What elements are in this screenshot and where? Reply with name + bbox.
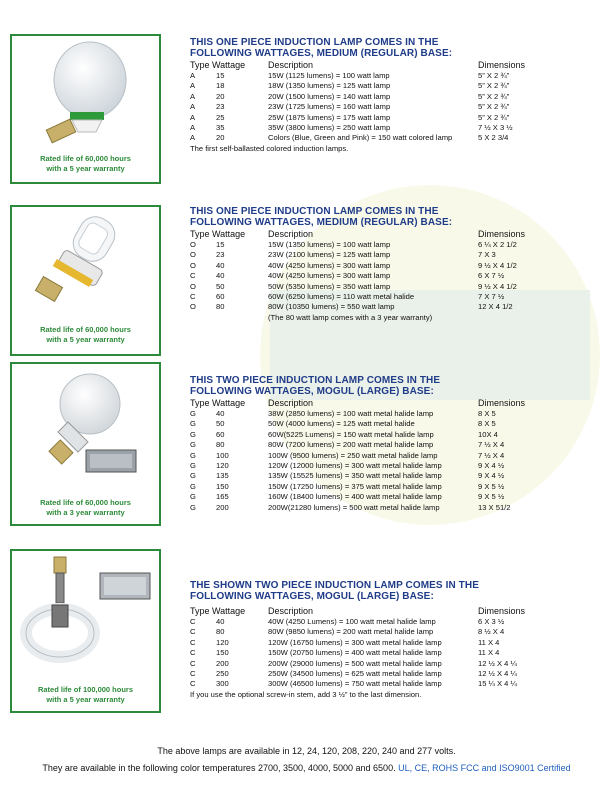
row-dimensions: 9 ½ X 4 1/2 [478, 281, 517, 291]
row-description: 15W (1125 lumens) = 100 watt lamp [268, 71, 390, 80]
row-description: 80W (7200 lumens) = 200 watt metal halide lamp [268, 440, 434, 450]
row-wattage: 15 [216, 240, 225, 249]
row-wattage: 165 [216, 492, 229, 502]
row-type: C [190, 679, 196, 689]
row-dimensions: 8 ½ X 4 [478, 627, 505, 637]
row-type: G [190, 440, 196, 450]
color-temperature-line [0, 760, 613, 777]
heading-line-1: THIS ONE PIECE INDUCTION LAMP COMES IN THE [190, 206, 439, 217]
row-wattage: 300 [216, 679, 229, 689]
globe-induction-lamp-icon [12, 36, 159, 144]
row-wattage: 40 [216, 617, 225, 626]
row-wattage: 15 [216, 71, 225, 80]
row-dimensions: 9 ½ X 4 1/2 [478, 260, 517, 270]
certifications-text: UL, CE, ROHS FCC and ISO9001 Certified [398, 763, 571, 773]
row-type: A [190, 102, 196, 112]
row-wattage: 50 [216, 419, 225, 429]
table-row [190, 461, 610, 471]
row-description: 250W (34500 lumens) = 625 watt metal halide lamp [268, 668, 442, 678]
row-type: A [190, 133, 196, 143]
row-wattage: 60 [216, 429, 225, 439]
row-wattage: 135 [216, 471, 229, 481]
table-rows [190, 617, 610, 690]
row-dimensions: 5” X 2 ¾” [478, 71, 510, 80]
row-wattage: 80 [216, 627, 225, 637]
warranty-caption: with a 3 year warranty [46, 508, 125, 517]
row-description: 200W(21280 lumens) = 500 watt metal halide lamp [268, 502, 440, 512]
col-dimensions: Dimensions [478, 398, 526, 408]
table-row [190, 81, 610, 91]
row-wattage: 120 [216, 460, 229, 470]
col-type: Type [190, 60, 210, 70]
row-wattage: 20 [216, 133, 225, 143]
row-type: G [190, 429, 196, 439]
wattage-table [190, 229, 610, 323]
row-dimensions: 5” X 2 ¾” [478, 91, 510, 101]
table-row [190, 123, 610, 133]
row-type: A [190, 112, 196, 122]
warranty-caption: with a 5 year warranty [46, 164, 125, 173]
product-photo-frame [10, 34, 161, 184]
row-description: 60W(5225 Lumens) = 150 watt metal halide lamp [268, 429, 434, 439]
row-type: C [190, 271, 196, 281]
table-row [190, 261, 610, 271]
warranty-caption: with a 5 year warranty [46, 695, 125, 704]
row-dimensions: 15 ¼ X 4 ¼ [478, 679, 517, 689]
row-description: 18W (1350 lumens) = 125 watt lamp [268, 81, 391, 91]
row-dimensions: 7 X 7 ½ [478, 291, 505, 301]
rated-life-caption: Rated life of 100,000 hours [37, 685, 134, 694]
table-row [190, 679, 610, 689]
table-row [190, 482, 610, 492]
col-description: Description [268, 60, 314, 70]
row-description: 80W (9850 lumens) = 200 watt metal halide lamp [268, 627, 434, 637]
col-description: Description [268, 398, 314, 408]
table-header [190, 606, 610, 617]
row-wattage: 120 [216, 637, 229, 647]
row-description: 120W (16750 lumens) = 300 watt metal halide lamp [268, 637, 442, 647]
wattage-table [190, 398, 610, 513]
row-dimensions: 12 X 4 1/2 [478, 302, 513, 312]
row-dimensions: 5 X 2 3/4 [478, 133, 509, 143]
col-type: Type [190, 398, 210, 408]
row-type: A [190, 91, 196, 101]
row-dimensions: 5” X 2 ¾” [478, 112, 510, 122]
heading-line-2: FOLLOWING WATTAGES, MEDIUM (REGULAR) BASE: [190, 217, 453, 228]
row-dimensions: 8 X 5 [478, 409, 496, 418]
row-type: C [190, 668, 196, 678]
section-heading [190, 37, 610, 59]
table-row [190, 92, 610, 102]
row-description: 38W (2850 lumens) = 100 watt metal halide lamp [268, 409, 434, 418]
row-dimensions: 13 X 51/2 [478, 502, 511, 512]
row-dimensions: 7 ½ X 3 ½ [478, 122, 513, 132]
col-wattage: Wattage [212, 229, 246, 239]
row-type: C [190, 658, 196, 668]
section-heading [190, 375, 610, 397]
row-wattage: 20 [216, 91, 225, 101]
row-type: G [190, 460, 196, 470]
row-dimensions: 9 X 5 ½ [478, 492, 505, 502]
table-rows [190, 409, 610, 513]
open-tube-induction-lamp-icon [12, 207, 159, 319]
table-row [190, 102, 610, 112]
product-photo-frame [10, 549, 161, 713]
row-description: Colors (Blue, Green and Pink) = 150 watt colored lamp [268, 133, 453, 143]
row-wattage: 35 [216, 122, 225, 132]
row-dimensions: 12 ½ X 4 ¼ [478, 658, 517, 668]
row-description: 50W (4000 lumens) = 125 watt metal halide [268, 419, 415, 429]
table-row [190, 430, 610, 440]
row-dimensions: 7 ½ X 4 [478, 450, 505, 460]
table-row [190, 503, 610, 513]
row-description: 40W (4250 lumens) = 300 watt lamp [268, 260, 391, 270]
row-description: 23W (2100 lumens) = 125 watt lamp [268, 250, 391, 260]
row-type: A [190, 81, 196, 91]
heading-line-2: FOLLOWING WATTAGES, MEDIUM (REGULAR) BASE: [190, 48, 453, 59]
section-heading [190, 580, 610, 602]
row-wattage: 60 [216, 291, 225, 301]
wattage-table [190, 60, 610, 154]
row-dimensions: 11 X 4 [478, 648, 500, 658]
row-description: 120W (12000 lumens) = 300 watt metal halide lamp [268, 460, 442, 470]
rated-life-caption: Rated life of 60,000 hours [40, 154, 131, 163]
row-type: O [190, 240, 196, 249]
row-dimensions: 9 X 5 ½ [478, 481, 505, 491]
table-row [190, 292, 610, 302]
row-wattage: 200 [216, 658, 229, 668]
row-description: 23W (1725 lumens) = 160 watt lamp [268, 102, 391, 112]
table-header [190, 398, 610, 409]
row-description: 20W (1500 lumens) = 140 watt lamp [268, 91, 391, 101]
voltage-line: The above lamps are available in 12, 24, 120, 208, 220, 240 and 277 volts. [157, 746, 456, 756]
table-row [190, 113, 610, 123]
row-wattage: 40 [216, 260, 225, 270]
table-row [190, 271, 610, 281]
row-type: G [190, 481, 196, 491]
table-row [190, 617, 610, 627]
table-row [190, 638, 610, 648]
row-type: G [190, 502, 196, 512]
row-description: 150W (17250 lumens) = 375 watt metal halide lamp [268, 481, 442, 491]
table-row [190, 492, 610, 502]
heading-line-2: FOLLOWING WATTAGES, MOGUL (LARGE) BASE: [190, 386, 434, 397]
row-dimensions: 9 X 4 ½ [478, 460, 505, 470]
row-wattage: 18 [216, 81, 225, 91]
table-row [190, 451, 610, 461]
row-type: C [190, 648, 196, 658]
table-note: If you use the optional screw-in stem, add 3 ½” to the last dimension. [190, 689, 422, 699]
col-description: Description [268, 606, 314, 616]
table-row [190, 419, 610, 429]
row-dimensions: 7 X 3 [478, 250, 496, 260]
row-wattage: 100 [216, 450, 229, 460]
bulb-with-ballast-icon [12, 364, 159, 489]
col-dimensions: Dimensions [478, 229, 526, 239]
row-dimensions: 11 X 4 [478, 637, 500, 647]
row-type: G [190, 419, 196, 429]
row-description: 25W (1875 lumens) = 175 watt lamp [268, 112, 391, 122]
row-description: 160W (18400 lumens) = 400 watt metal halide lamp [268, 492, 442, 502]
product-photo-frame [10, 362, 161, 526]
table-row [190, 250, 610, 260]
table-row [190, 71, 610, 81]
table-note: The first self-ballasted colored induction lamps. [190, 143, 349, 153]
product-photo-frame [10, 205, 161, 356]
row-wattage: 50 [216, 281, 225, 291]
row-dimensions: 6 X 3 ½ [478, 617, 505, 626]
row-type: C [190, 617, 196, 626]
warranty-caption: with a 5 year warranty [46, 335, 125, 344]
row-type: A [190, 122, 196, 132]
row-dimensions: 12 ½ X 4 ¼ [478, 668, 517, 678]
table-row [190, 409, 610, 419]
table-row [190, 440, 610, 450]
row-wattage: 23 [216, 102, 225, 112]
row-dimensions: 9 X 4 ½ [478, 471, 505, 481]
row-description: 15W (1350 lumens) = 100 watt lamp [268, 240, 391, 249]
col-wattage: Wattage [212, 606, 246, 616]
table-row [190, 133, 610, 143]
color-temperature-text: They are available in the following color temperatures 2700, 3500, 4000, 5000 and 6500. [42, 763, 396, 773]
row-wattage: 150 [216, 648, 229, 658]
row-wattage: 40 [216, 271, 225, 281]
heading-line-2: FOLLOWING WATTAGES, MOGUL (LARGE) BASE: [190, 591, 434, 602]
row-type: C [190, 627, 196, 637]
row-dimensions: 5” X 2 ¾” [478, 81, 510, 91]
heading-line-1: THIS TWO PIECE INDUCTION LAMP COMES IN THE [190, 375, 441, 386]
row-dimensions: 10X 4 [478, 429, 498, 439]
table-row [190, 659, 610, 669]
table-row [190, 471, 610, 481]
row-wattage: 40 [216, 409, 225, 418]
col-dimensions: Dimensions [478, 60, 526, 70]
table-note: (The 80 watt lamp comes with a 3 year warranty) [268, 312, 433, 322]
row-wattage: 80 [216, 302, 225, 312]
row-wattage: 23 [216, 250, 225, 260]
row-type: C [190, 637, 196, 647]
table-header [190, 60, 610, 71]
row-description: 50W (5350 lumens) = 350 watt lamp [268, 281, 391, 291]
row-dimensions: 6 X 7 ½ [478, 271, 505, 281]
table-header [190, 229, 610, 240]
row-dimensions: 5” X 2 ¾” [478, 102, 510, 112]
table-row [190, 648, 610, 658]
row-description: 60W (6250 lumens) = 110 watt metal halide [268, 291, 415, 301]
footer [0, 743, 613, 777]
table-rows [190, 71, 610, 144]
table-row [190, 669, 610, 679]
wattage-table [190, 606, 610, 700]
row-description: 40W (4250 Lumens) = 100 watt metal halide lamp [268, 617, 436, 626]
col-type: Type [190, 606, 210, 616]
table-row [190, 627, 610, 637]
row-dimensions: 7 ½ X 4 [478, 440, 505, 450]
table-row [190, 302, 610, 312]
rated-life-caption: Rated life of 60,000 hours [40, 325, 131, 334]
table-row [190, 240, 610, 250]
table-row [190, 282, 610, 292]
row-type: A [190, 71, 196, 80]
col-dimensions: Dimensions [478, 606, 526, 616]
row-description: 80W (10350 lumens) = 550 watt lamp [268, 302, 395, 312]
row-type: G [190, 409, 196, 418]
col-type: Type [190, 229, 210, 239]
row-type: G [190, 492, 196, 502]
row-type: C [190, 291, 196, 301]
row-type: O [190, 281, 196, 291]
row-type: G [190, 450, 196, 460]
row-description: 100W (9500 lumens) = 250 watt metal halide lamp [268, 450, 438, 460]
row-description: 150W (20750 lumens) = 400 watt metal halide lamp [268, 648, 442, 658]
row-dimensions: 6 ¼ X 2 1/2 [478, 240, 517, 249]
col-wattage: Wattage [212, 60, 246, 70]
row-wattage: 25 [216, 112, 225, 122]
row-wattage: 150 [216, 481, 229, 491]
table-rows [190, 240, 610, 313]
row-description: 40W (4250 lumens) = 300 watt lamp [268, 271, 391, 281]
col-wattage: Wattage [212, 398, 246, 408]
row-dimensions: 8 X 5 [478, 419, 496, 429]
row-type: O [190, 260, 196, 270]
row-wattage: 80 [216, 440, 225, 450]
row-wattage: 200 [216, 502, 229, 512]
heading-line-1: THE SHOWN TWO PIECE INDUCTION LAMP COMES IN THE [190, 580, 479, 591]
ring-induction-lamp-with-ballast-icon [12, 551, 159, 671]
section-heading [190, 206, 610, 228]
row-type: O [190, 250, 196, 260]
heading-line-1: THIS ONE PIECE INDUCTION LAMP COMES IN THE [190, 37, 439, 48]
row-wattage: 250 [216, 668, 229, 678]
row-description: 135W (15525 lumens) = 350 watt metal halide lamp [268, 471, 442, 481]
row-type: O [190, 302, 196, 312]
rated-life-caption: Rated life of 60,000 hours [40, 498, 131, 507]
row-description: 35W (3800 lumens) = 250 watt lamp [268, 122, 391, 132]
row-description: 300W (46500 lumens) = 750 watt metal halide lamp [268, 679, 442, 689]
row-description: 200W (29000 lumens) = 500 watt metal halide lamp [268, 658, 442, 668]
col-description: Description [268, 229, 314, 239]
row-type: G [190, 471, 196, 481]
